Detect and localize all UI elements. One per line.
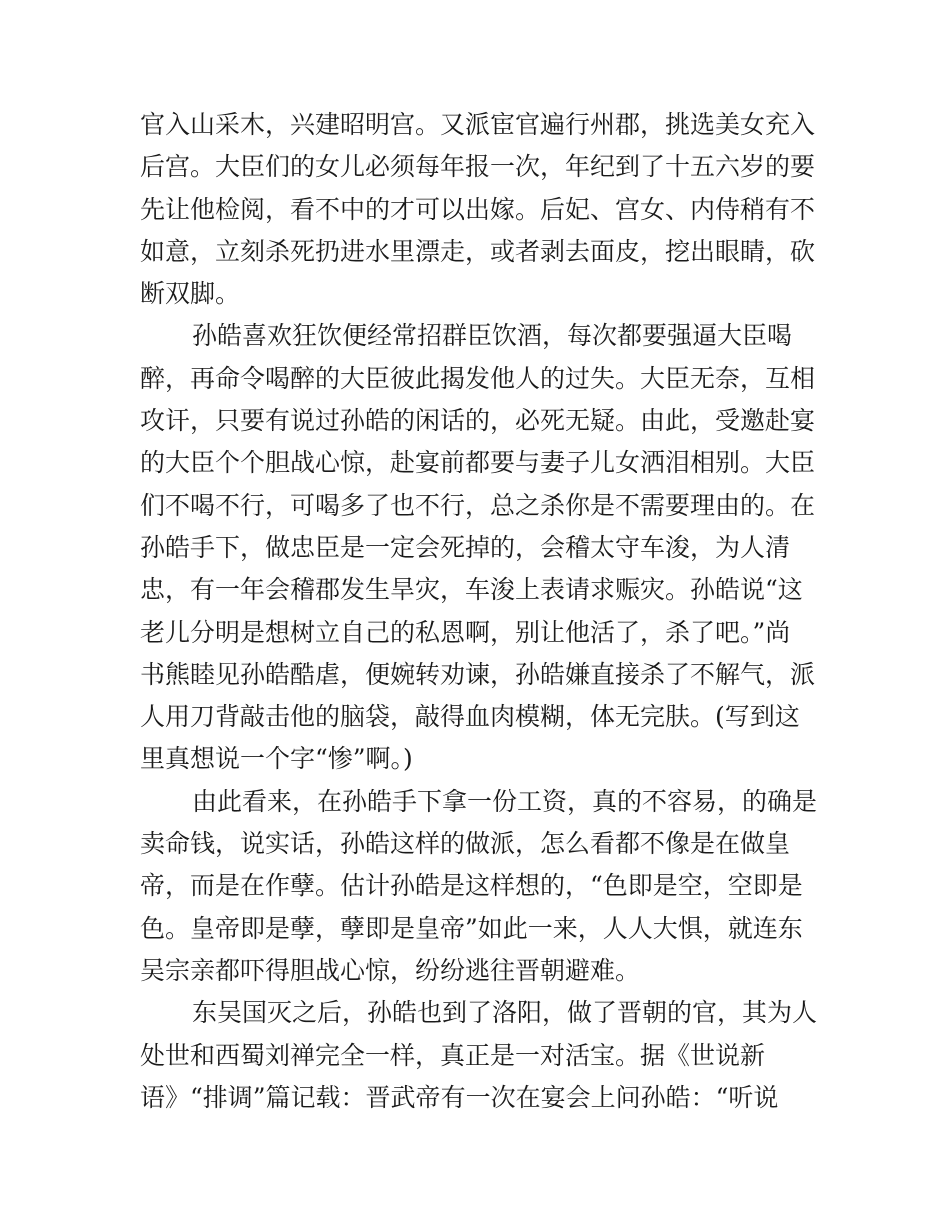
text-line: 卖命钱，说实话，孙皓这样的做派，怎么看都不像是在做皇 bbox=[140, 829, 791, 859]
paragraph-3 bbox=[140, 781, 816, 992]
paragraph-2 bbox=[140, 315, 816, 780]
text-line: 后宫。大臣们的女儿必须每年报一次，年纪到了十五六岁的要 bbox=[140, 152, 816, 182]
text-line: 醉，再命令喝醉的大臣彼此揭发他人的过失。大臣无奈，互相 bbox=[140, 363, 816, 393]
text-line: 帝，而是在作孽。估计孙皓是这样想的，“色即是空，空即是 bbox=[140, 871, 803, 901]
text-line: 孙皓喜欢狂饮便经常招群臣饮酒，每次都要强逼大臣喝 bbox=[192, 321, 793, 351]
document-body bbox=[140, 104, 816, 1119]
text-line: 断双脚。 bbox=[140, 279, 241, 309]
text-line: 的大臣个个胆战心惊，赴宴前都要与妻子儿女洒泪相别。大臣 bbox=[140, 448, 816, 478]
paragraph-1 bbox=[140, 104, 816, 315]
text-line: 先让他检阅，看不中的才可以出嫁。后妃、宫女、内侍稍有不 bbox=[140, 194, 816, 224]
text-line: 由此看来，在孙皓手下拿一份工资，真的不容易，的确是 bbox=[192, 786, 818, 816]
text-line: 色。皇帝即是孽，孽即是皇帝”如此一来，人人大惧，就连东 bbox=[140, 913, 803, 943]
text-line: 官入山采木，兴建昭明宫。又派宦官遍行州郡，挑选美女充入 bbox=[140, 110, 816, 139]
text-line: 处世和西蜀刘禅完全一样，真正是一对活宝。据《世说新 bbox=[140, 1040, 766, 1070]
text-line: 攻讦，只要有说过孙皓的闲话的，必死无疑。由此，受邀赴宴 bbox=[140, 406, 816, 436]
text-line: 里真想说一个字“惨”啊。) bbox=[140, 744, 413, 774]
text-line: 吴宗亲都吓得胆战心惊，纷纷逃往晋朝避难。 bbox=[140, 955, 641, 985]
text-line: 们不喝不行，可喝多了也不行，总之杀你是不需要理由的。在 bbox=[140, 490, 816, 520]
text-line: 人用刀背敲击他的脑袋，敲得血肉模糊，体无完肤。(写到这 bbox=[140, 702, 800, 732]
text-line: 忠，有一年会稽郡发生旱灾，车浚上表请求赈灾。孙皓说“这 bbox=[140, 575, 803, 605]
text-line: 语》“排调”篇记载：晋武帝有一次在宴会上问孙皓：“听说 bbox=[140, 1082, 779, 1112]
paragraph-4 bbox=[140, 992, 816, 1119]
text-line: 孙皓手下，做忠臣是一定会死掉的，会稽太守车浚，为人清 bbox=[140, 532, 791, 562]
text-line: 东吴国灭之后，孙皓也到了洛阳，做了晋朝的官，其为人 bbox=[192, 998, 818, 1028]
text-line: 书熊睦见孙皓酷虐，便婉转劝谏，孙皓嫌直接杀了不解气，派 bbox=[140, 659, 816, 689]
text-line: 如意，立刻杀死扔进水里漂走，或者剥去面皮，挖出眼睛，砍 bbox=[140, 236, 816, 266]
text-line: 老儿分明是想树立自己的私恩啊，别让他活了，杀了吧。”尚 bbox=[140, 617, 791, 647]
